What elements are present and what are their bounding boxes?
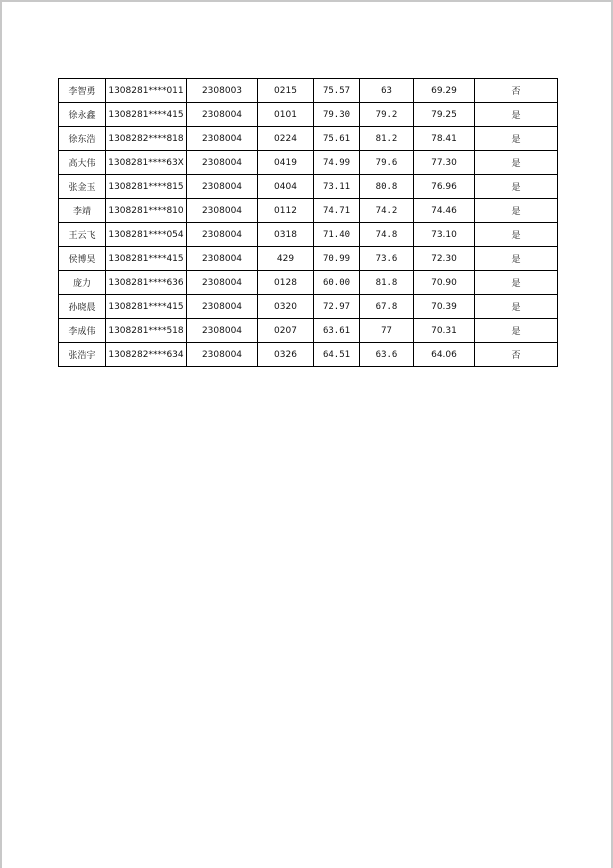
cell-qualified: 是 [475, 151, 558, 175]
cell-interview-score: 77 [360, 319, 414, 343]
cell-post-code: 2308004 [187, 151, 258, 175]
cell-name: 王云飞 [59, 223, 106, 247]
cell-interview-score: 81.2 [360, 127, 414, 151]
cell-written-score: 75.61 [314, 127, 360, 151]
score-table-body [59, 79, 558, 367]
cell-name: 庞力 [59, 271, 106, 295]
cell-post-code: 2308004 [187, 103, 258, 127]
cell-qualified: 是 [475, 103, 558, 127]
table-row [59, 319, 558, 343]
cell-qualified: 是 [475, 271, 558, 295]
table-row [59, 175, 558, 199]
cell-post-code: 2308004 [187, 319, 258, 343]
cell-written-score: 71.40 [314, 223, 360, 247]
cell-name: 徐永鑫 [59, 103, 106, 127]
cell-name: 李靖 [59, 199, 106, 223]
cell-name: 李智勇 [59, 79, 106, 103]
cell-post-code: 2308004 [187, 127, 258, 151]
cell-interview-score: 81.8 [360, 271, 414, 295]
cell-id-number: 1308281****011 [106, 79, 187, 103]
cell-exam-number: 0207 [258, 319, 314, 343]
cell-exam-number: 429 [258, 247, 314, 271]
cell-qualified: 是 [475, 295, 558, 319]
cell-id-number: 1308282****818 [106, 127, 187, 151]
cell-post-code: 2308004 [187, 295, 258, 319]
cell-interview-score: 79.6 [360, 151, 414, 175]
cell-interview-score: 74.8 [360, 223, 414, 247]
cell-qualified: 是 [475, 175, 558, 199]
cell-written-score: 72.97 [314, 295, 360, 319]
cell-exam-number: 0318 [258, 223, 314, 247]
cell-id-number: 1308281****810 [106, 199, 187, 223]
cell-interview-score: 79.2 [360, 103, 414, 127]
cell-written-score: 75.57 [314, 79, 360, 103]
cell-total-score: 70.31 [414, 319, 475, 343]
table-row [59, 271, 558, 295]
cell-written-score: 74.99 [314, 151, 360, 175]
table-row [59, 223, 558, 247]
table-row [59, 295, 558, 319]
cell-name: 高大伟 [59, 151, 106, 175]
cell-post-code: 2308004 [187, 343, 258, 367]
table-row [59, 79, 558, 103]
cell-id-number: 1308281****815 [106, 175, 187, 199]
cell-qualified: 是 [475, 199, 558, 223]
cell-qualified: 是 [475, 247, 558, 271]
cell-name: 张浩宇 [59, 343, 106, 367]
cell-total-score: 76.96 [414, 175, 475, 199]
cell-post-code: 2308004 [187, 175, 258, 199]
cell-total-score: 78.41 [414, 127, 475, 151]
cell-id-number: 1308281****415 [106, 247, 187, 271]
cell-exam-number: 0320 [258, 295, 314, 319]
cell-exam-number: 0112 [258, 199, 314, 223]
cell-id-number: 1308281****415 [106, 295, 187, 319]
cell-total-score: 77.30 [414, 151, 475, 175]
cell-name: 李成伟 [59, 319, 106, 343]
cell-total-score: 70.39 [414, 295, 475, 319]
cell-interview-score: 67.8 [360, 295, 414, 319]
cell-id-number: 1308281****415 [106, 103, 187, 127]
cell-interview-score: 63 [360, 79, 414, 103]
cell-id-number: 1308281****518 [106, 319, 187, 343]
cell-post-code: 2308003 [187, 79, 258, 103]
cell-id-number: 1308281****054 [106, 223, 187, 247]
cell-name: 徐东浩 [59, 127, 106, 151]
cell-qualified: 是 [475, 223, 558, 247]
table-row [59, 103, 558, 127]
cell-total-score: 73.10 [414, 223, 475, 247]
cell-total-score: 69.29 [414, 79, 475, 103]
score-table [58, 78, 558, 367]
cell-post-code: 2308004 [187, 247, 258, 271]
cell-exam-number: 0419 [258, 151, 314, 175]
cell-total-score: 79.25 [414, 103, 475, 127]
cell-written-score: 60.00 [314, 271, 360, 295]
cell-name: 孙晓晨 [59, 295, 106, 319]
cell-post-code: 2308004 [187, 271, 258, 295]
table-row [59, 127, 558, 151]
cell-interview-score: 73.6 [360, 247, 414, 271]
cell-exam-number: 0128 [258, 271, 314, 295]
cell-exam-number: 0101 [258, 103, 314, 127]
table-row [59, 343, 558, 367]
cell-exam-number: 0215 [258, 79, 314, 103]
cell-exam-number: 0326 [258, 343, 314, 367]
cell-post-code: 2308004 [187, 199, 258, 223]
cell-id-number: 1308282****634 [106, 343, 187, 367]
cell-interview-score: 63.6 [360, 343, 414, 367]
cell-written-score: 73.11 [314, 175, 360, 199]
cell-name: 张金玉 [59, 175, 106, 199]
table-row [59, 247, 558, 271]
cell-written-score: 64.51 [314, 343, 360, 367]
table-row [59, 151, 558, 175]
cell-total-score: 74.46 [414, 199, 475, 223]
cell-qualified: 否 [475, 79, 558, 103]
cell-exam-number: 0224 [258, 127, 314, 151]
cell-exam-number: 0404 [258, 175, 314, 199]
cell-total-score: 70.90 [414, 271, 475, 295]
cell-post-code: 2308004 [187, 223, 258, 247]
cell-name: 侯博昊 [59, 247, 106, 271]
cell-qualified: 是 [475, 127, 558, 151]
cell-interview-score: 80.8 [360, 175, 414, 199]
cell-written-score: 79.30 [314, 103, 360, 127]
cell-total-score: 64.06 [414, 343, 475, 367]
cell-qualified: 否 [475, 343, 558, 367]
cell-id-number: 1308281****63X [106, 151, 187, 175]
cell-interview-score: 74.2 [360, 199, 414, 223]
table-row [59, 199, 558, 223]
cell-qualified: 是 [475, 319, 558, 343]
cell-written-score: 70.99 [314, 247, 360, 271]
cell-total-score: 72.30 [414, 247, 475, 271]
cell-written-score: 74.71 [314, 199, 360, 223]
cell-written-score: 63.61 [314, 319, 360, 343]
cell-id-number: 1308281****636 [106, 271, 187, 295]
